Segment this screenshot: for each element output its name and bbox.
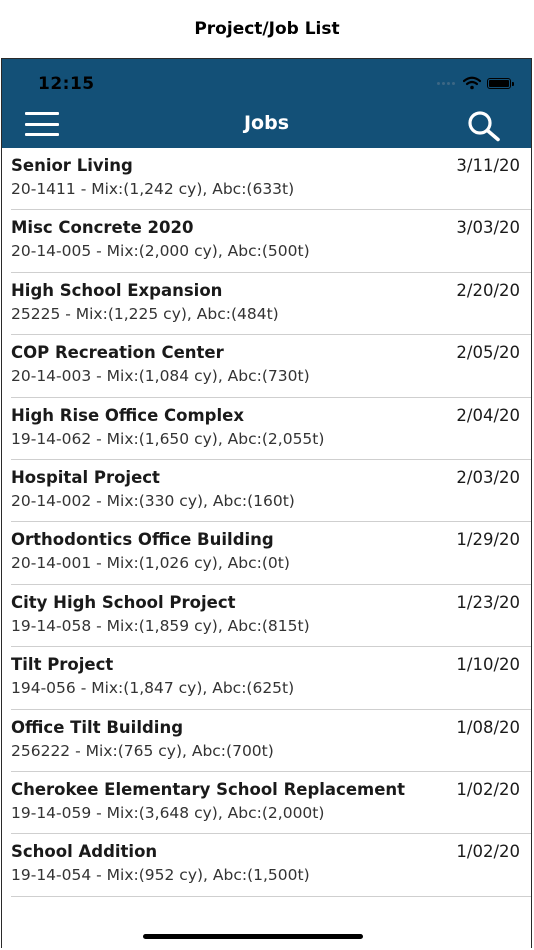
job-date: 2/20/20	[456, 280, 520, 300]
job-name: Senior Living	[11, 156, 133, 175]
job-date: 1/29/20	[456, 530, 520, 550]
job-name: Misc Concrete 2020	[11, 218, 194, 238]
job-name: Office Tilt Building	[11, 717, 184, 737]
job-name: School Addition	[11, 842, 158, 862]
wifi-icon	[463, 76, 481, 90]
status-indicators	[437, 73, 511, 93]
job-date: 1/02/20	[456, 779, 520, 799]
job-name: Cherokee Elementary School Replacement	[11, 779, 406, 799]
job-detail: 19-14-062 - Mix:(1,650 cy), Abc:(2,055t)	[11, 429, 325, 448]
job-list-item[interactable]	[2, 834, 531, 896]
job-detail: 20-1411 - Mix:(1,242 cy), Abc:(633t)	[11, 180, 295, 198]
job-date: 2/05/20	[456, 343, 520, 363]
job-list-item[interactable]	[2, 148, 531, 210]
job-detail: 19-14-054 - Mix:(952 cy), Abc:(1,500t)	[11, 866, 310, 885]
cellular-signal-icon	[437, 82, 455, 85]
job-list-item[interactable]	[2, 398, 531, 460]
job-name: COP Recreation Center	[11, 343, 224, 363]
job-name: Hospital Project	[11, 467, 160, 487]
job-detail: 20-14-005 - Mix:(2,000 cy), Abc:(500t)	[11, 242, 310, 261]
job-detail: 20-14-001 - Mix:(1,026 cy), Abc:(0t)	[11, 554, 290, 573]
job-list-item[interactable]	[2, 772, 531, 834]
job-detail: 256222 - Mix:(765 cy), Abc:(700t)	[11, 741, 274, 760]
job-date: 2/04/20	[456, 405, 520, 425]
app-header	[2, 59, 531, 148]
job-detail: 194-056 - Mix:(1,847 cy), Abc:(625t)	[11, 679, 295, 698]
job-date: 2/03/20	[456, 467, 520, 487]
job-detail: 20-14-002 - Mix:(330 cy), Abc:(160t)	[11, 491, 295, 510]
job-detail: 19-14-059 - Mix:(3,648 cy), Abc:(2,000t)	[11, 803, 325, 822]
job-name: High School Expansion	[11, 280, 223, 300]
nav-title: Jobs	[243, 112, 290, 134]
job-name: Orthodontics Office Building	[11, 530, 274, 550]
job-detail: 25225 - Mix:(1,225 cy), Abc:(484t)	[11, 304, 279, 323]
job-date: 1/02/20	[456, 842, 520, 862]
job-detail: 19-14-058 - Mix:(1,859 cy), Abc:(815t)	[11, 616, 310, 635]
job-date: 1/23/20	[456, 592, 520, 612]
job-detail: 20-14-003 - Mix:(1,084 cy), Abc:(730t)	[11, 367, 310, 386]
job-list-item[interactable]	[2, 585, 531, 647]
job-date: 3/03/20	[456, 218, 520, 238]
job-name: High Rise Office Complex	[11, 405, 244, 425]
job-name: Tilt Project	[11, 655, 114, 675]
home-indicator[interactable]	[143, 934, 363, 939]
status-time: 12:15	[38, 74, 95, 94]
job-list-item[interactable]	[2, 210, 531, 272]
phone-screen	[1, 58, 532, 948]
job-list-item[interactable]	[2, 335, 531, 397]
job-date: 3/11/20	[456, 156, 520, 175]
job-list	[2, 148, 531, 897]
divider-inset	[2, 896, 11, 897]
battery-icon	[487, 78, 511, 89]
job-name: City High School Project	[11, 592, 236, 612]
job-list-item[interactable]	[2, 460, 531, 522]
job-list-item[interactable]	[2, 522, 531, 584]
job-list-item[interactable]	[2, 710, 531, 772]
job-list-item[interactable]	[2, 647, 531, 709]
job-date: 1/10/20	[456, 655, 520, 675]
page-caption: Project/Job List	[194, 19, 340, 39]
search-icon[interactable]	[466, 110, 502, 142]
job-list-item[interactable]	[2, 273, 531, 335]
job-date: 1/08/20	[456, 717, 520, 737]
